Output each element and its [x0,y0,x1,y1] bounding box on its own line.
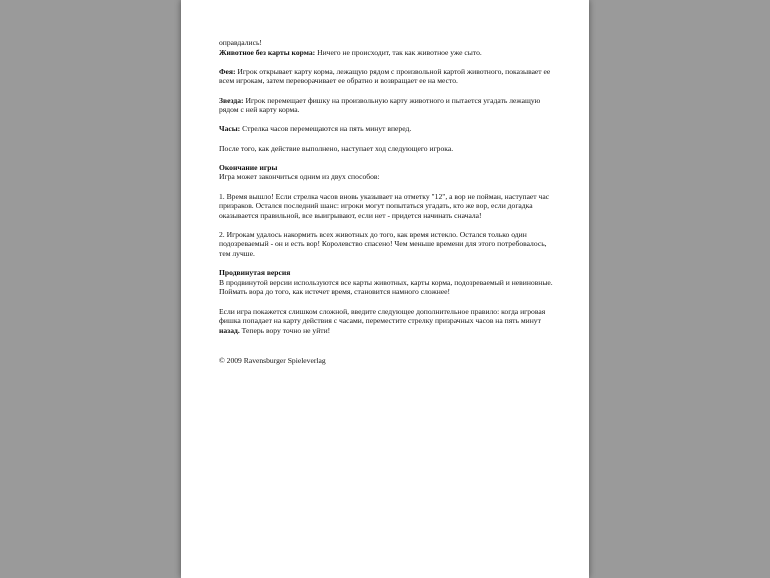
after-action-text: После того, как действие выполнено, наступает ход следующего игрока. [219,143,454,153]
document-page [181,0,589,578]
end-intro-text: Игра может закончиться одним из двух способов: [219,172,380,182]
advanced-text: В продвинутой версии используются все карты животных, карты корма, подозреваемый и невиновные. Поймать вора до того, как истечет время, становится намного сложнее! [219,277,553,297]
paragraph-animal-without-food [219,48,559,58]
heading-end-of-game: Окончание игры [219,162,278,172]
copyright-footer [219,356,559,366]
paragraph-advanced [219,278,559,297]
term-clock: Часы: [219,124,241,134]
paragraph-intro-tail [219,38,559,48]
hard-rule-text-bold: назад. [219,325,240,335]
paragraph-fairy [219,67,559,86]
intro-tail-text: оправдались! [219,38,262,47]
text-animal-without-food: Ничего не происходит, так как животное уже сыто. [315,47,482,57]
heading-advanced-version: Продвинутая версия [219,268,291,278]
text-clock: Стрелка часов перемещаются на пять минут вперед. [240,124,412,134]
end-option-1-text: 1. Время вышло! Если стрелка часов вновь указывает на отметку "12", а вор не пойман, наступает час призраков. Остался последний шанс: игроки могут попытаться угадать, кто же вор, если догадка оказывается правильной, все выигрывают, если нет - придется начинать сначала! [219,191,550,220]
paragraph-clock [219,124,559,134]
paragraph-hard-rule [219,307,559,336]
term-star: Звезда: [219,95,244,105]
paragraph-star [219,96,559,115]
paragraph-after-action [219,144,559,154]
paragraph-end-option-2 [219,230,559,259]
text-star: Игрок перемещает фишку на произвольную карту животного и пытается угадать лежащую рядом с ней карту корма. [219,95,541,115]
term-fairy: Фея: [219,66,236,76]
paragraph-end-intro [219,172,559,182]
copyright-text: © 2009 Ravensburger Spieleverlag [219,356,326,366]
document-content [219,38,559,376]
hard-rule-text-before: Если игра покажется слишком сложной, введите следующее дополнительное правило: когда игровая фишка попадает на карту действия с часами, переместите стрелку призрачных часов на пять минут [219,306,546,326]
term-animal-without-food: Животное без карты корма: [219,47,316,57]
hard-rule-text-after: Теперь вору точно не уйти! [239,325,331,335]
end-option-2-text: 2. Игрокам удалось накормить всех животных до того, как время истекло. Остался только один подозреваемый - он и есть вор! Королевство спасено! Чем меньше времени для этого потребовалось, тем лучше. [219,229,547,259]
paragraph-end-option-1 [219,192,559,221]
text-fairy: Игрок открывает карту корма, лежащую рядом с произвольной картой животного, показывает ее всем игрокам, затем переворачивает ее обратно и возвращает ее на место. [219,66,551,86]
